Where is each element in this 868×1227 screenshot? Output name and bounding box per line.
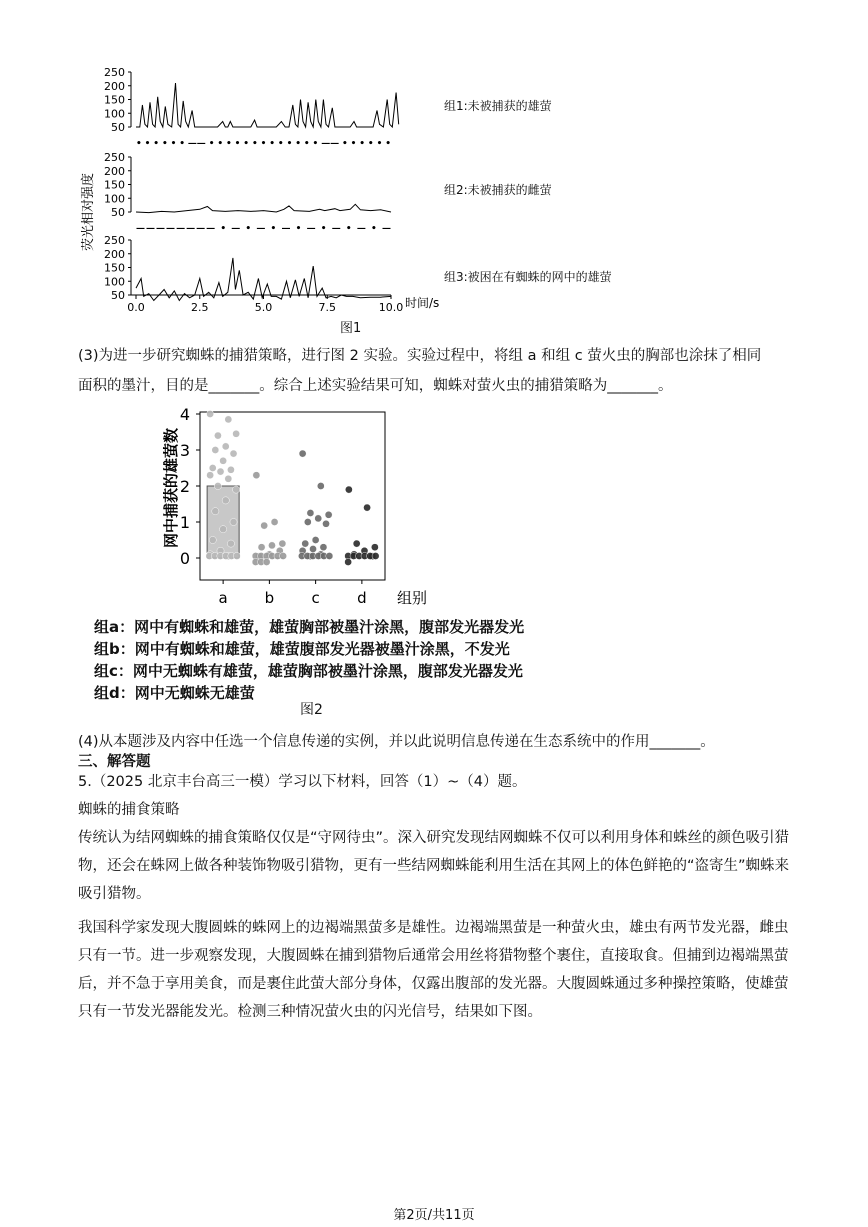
fig2-xtick-label-a: a [218, 589, 228, 607]
fig2-point-b [263, 558, 270, 565]
fig2-ylabel: 网中捕获的雄萤数 [162, 427, 180, 549]
fig1-panel2-ytick-label: 200 [104, 164, 125, 178]
fig2-point-a [207, 410, 214, 417]
fig1-panel2-ytick-label: 250 [104, 151, 125, 164]
fig2-point-c [322, 520, 329, 527]
fig2-point-b [253, 472, 260, 479]
fig2-xlabel: 组别 [397, 589, 428, 607]
fig2-point-b [268, 542, 275, 549]
fig2-point-d [372, 552, 379, 559]
fig2-point-a [233, 552, 240, 559]
fig2-legend [94, 616, 524, 704]
fig2-ytick-label: 1 [179, 513, 190, 532]
fig1-panel3-ytick-label: 100 [104, 275, 125, 289]
section-heading: 三、解答题 [78, 754, 151, 770]
fig1-panel1-ytick-label: 150 [104, 93, 125, 107]
fig2-point-a [209, 464, 216, 471]
fig2-point-a [233, 430, 240, 437]
fig2-point-c [317, 482, 324, 489]
fig1-panel1-label: 组1:未被捕获的雄萤 [444, 99, 552, 113]
fig2-point-b [261, 522, 268, 529]
fig2-point-a [220, 457, 227, 464]
fig2-point-d [345, 558, 352, 565]
fig1-panel1-ytick-label: 100 [104, 107, 125, 121]
fig1-xtick-label: 10.0 [378, 301, 404, 314]
fig2-legend-c: 组c：网中无蜘蛛有雄萤，雄萤胸部被墨汁涂黑，腹部发光器发光 [94, 662, 523, 680]
fig2-xtick-label-c: c [311, 589, 320, 607]
fig2-point-c [307, 509, 314, 516]
fig1-panel3-ytick-label: 50 [111, 289, 125, 302]
fig2-point-a [225, 475, 232, 482]
fig1-panel1-ytick-label: 250 [104, 66, 125, 79]
fig2-point-a [222, 497, 229, 504]
fig2-point-a [214, 482, 221, 489]
fig1-caption: 图1 [340, 321, 362, 336]
figure-2-bar-chart [150, 400, 450, 610]
fig2-point-a [214, 432, 221, 439]
fig2-point-d [345, 486, 352, 493]
fig2-ytick-label: 2 [179, 477, 190, 496]
fig2-point-a [212, 446, 219, 453]
fig1-xtick-label: 0.0 [127, 301, 145, 314]
fig1-xlabel: 时间/s [405, 296, 440, 310]
fig2-point-a [227, 540, 234, 547]
fig2-ytick-label: 4 [179, 405, 190, 424]
fig2-ytick-label: 3 [179, 441, 190, 460]
fig1-panel2-flash-marks: ———————— • — • — • — • — • — • — • — [136, 224, 391, 234]
fig2-legend-d: 组d：网中无蜘蛛无雄萤 [94, 684, 255, 702]
fig1-panel2-ytick-label: 50 [111, 206, 125, 219]
fig2-legend-a: 组a：网中有蜘蛛和雄萤，雄萤胸部被墨汁涂黑，腹部发光器发光 [94, 618, 525, 636]
fig2-legend-b: 组b：网中有蜘蛛和雄萤，雄萤腹部发光器被墨汁涂黑，不发光 [94, 640, 510, 658]
fig1-panel3-series [136, 258, 391, 301]
fig2-point-a [230, 518, 237, 525]
fig2-point-a [209, 536, 216, 543]
fig2-point-b [280, 552, 287, 559]
article-title: 蜘蛛的捕食策略 [78, 802, 180, 818]
fig1-panel1-flash-marks: • • • • • • —— • • • • • • • • • • • • • —— • • • • • • [136, 139, 391, 149]
fig1-panel3-label: 组3:被困在有蜘蛛的网中的雄萤 [444, 270, 612, 284]
fig1-xtick-label: 7.5 [318, 301, 336, 314]
fig2-ytick-label: 0 [179, 549, 190, 568]
fig2-caption: 图2 [300, 702, 323, 718]
fig2-point-a [222, 443, 229, 450]
fig2-point-c [309, 545, 316, 552]
fig2-point-c [315, 515, 322, 522]
fig2-point-a [212, 508, 219, 515]
fig2-point-b [279, 540, 286, 547]
fig2-point-d [363, 504, 370, 511]
fig2-point-c [304, 518, 311, 525]
fig1-panel2-ytick-label: 100 [104, 192, 125, 206]
fig2-point-d [371, 544, 378, 551]
article-paragraph-1: 传统认为结网蜘蛛的捕食策略仅仅是“守网待虫”。深入研究发现结网蜘蛛不仅可以利用身体和蛛丝的颜色吸引猎物，还会在蛛网上做各种装饰物吸引猎物，更有一些结网蜘蛛能利用生活在其网上的体色鲜艳的“盗寄生”蜘蛛来吸引猎物。 [78, 830, 790, 902]
fig2-point-c [326, 552, 333, 559]
figure-1-flash-signal-chart [78, 62, 458, 342]
fig1-panel3-ytick-label: 200 [104, 247, 125, 261]
fig1-panel2-ytick-label: 150 [104, 178, 125, 192]
fig2-xtick-label-b: b [264, 589, 275, 607]
fig1-panel2-series [136, 204, 391, 212]
page-footer: 第2页/共11页 [393, 1208, 475, 1223]
fig2-point-c [325, 511, 332, 518]
fig2-point-a [225, 416, 232, 423]
fig1-xtick-label: 5.0 [254, 301, 273, 314]
fig2-point-a [227, 466, 234, 473]
fig2-point-c [302, 540, 309, 547]
fig2-point-a [233, 486, 240, 493]
fig2-point-c [299, 450, 306, 457]
fig2-point-a [217, 468, 224, 475]
fig2-point-a [230, 450, 237, 457]
fig2-point-b [271, 518, 278, 525]
fig1-panel3-ytick-label: 250 [104, 234, 125, 247]
article-paragraph-2: 我国科学家发现大腹圆蛛的蛛网上的边褐端黑萤多是雄性。边褐端黑萤是一种萤火虫，雄虫有两节发光器，雌虫只有一节。进一步观察发现，大腹圆蛛在捕到猎物后通常会用丝将猎物整个裹住，直接取食。但捕到边褐端黑萤后，并不急于享用美食，而是裹住此萤大部分身体，仅露出腹部的发光器。大腹圆蛛通过多种操控策略，使雄萤只有一节发光器能发光。检测三种情况萤火虫的闪光信号，结果如下图。 [78, 920, 789, 1020]
fig1-panel1-ytick-label: 200 [104, 79, 125, 93]
question-3-line-2: 面积的墨汁，目的是_______。综合上述实验结果可知，蜘蛛对萤火虫的捕猎策略为_______。 [78, 378, 673, 394]
fig2-point-c [320, 544, 327, 551]
fig2-point-d [353, 540, 360, 547]
question-4: (4)从本题涉及内容中任选一个信息传递的实例，并以此说明信息传递在生态系统中的作用_______。 [78, 734, 715, 750]
fig2-point-b [258, 544, 265, 551]
fig2-point-a [207, 472, 214, 479]
fig2-point-a [220, 526, 227, 533]
question-5-intro: 5.（2025 北京丰台高三一模）学习以下材料，回答（1）~（4）题。 [78, 774, 527, 790]
question-3-line-1: (3)为进一步研究蜘蛛的捕猎策略，进行图 2 实验。实验过程中，将组 a 和组 c 萤火虫的胸部也涂抹了相同 [78, 348, 762, 364]
fig1-ylabel: 荧光相对强度 [81, 172, 96, 252]
fig1-panel1-series [136, 83, 399, 127]
fig1-xtick-label: 2.5 [191, 301, 209, 314]
fig1-panel2-label: 组2:未被捕获的雌萤 [444, 183, 552, 197]
fig2-xtick-label-d: d [357, 589, 367, 607]
fig1-panel3-ytick-label: 150 [104, 261, 125, 275]
fig2-point-c [312, 536, 319, 543]
fig1-panel1-ytick-label: 50 [111, 121, 125, 134]
